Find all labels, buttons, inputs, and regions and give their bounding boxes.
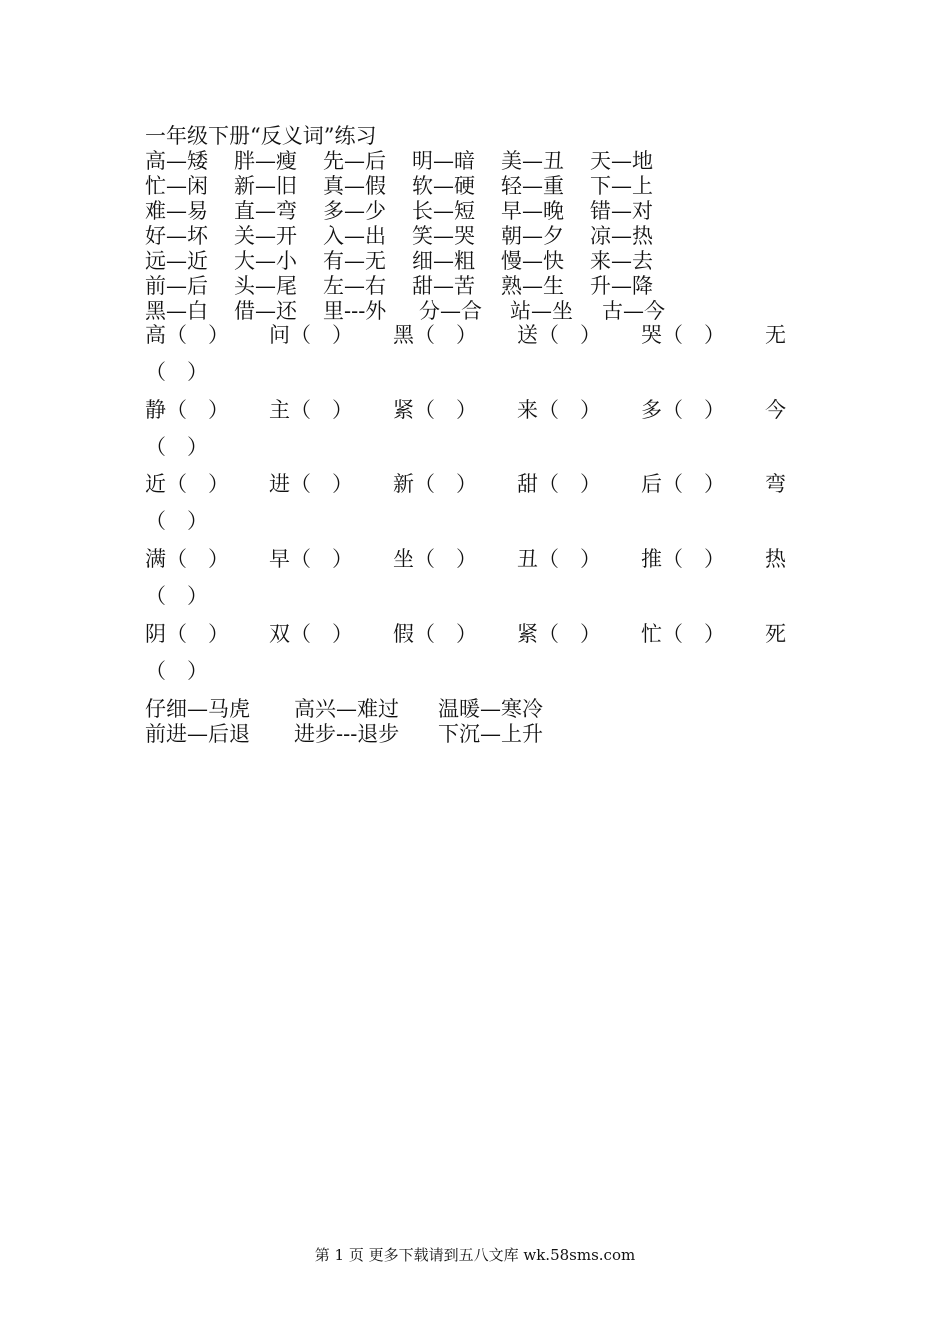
- exercise-item: 来（ ）: [517, 398, 601, 422]
- exercise-row: [145, 323, 790, 385]
- exercise-item: 热: [765, 547, 786, 571]
- antonym-pair: 明—暗: [412, 149, 475, 173]
- phrase-pair: 下沉—上升: [438, 722, 543, 746]
- exercise-item: 早（ ）: [269, 547, 353, 571]
- antonym-pair: 先—后: [323, 149, 386, 173]
- antonym-pair: 轻—重: [501, 174, 564, 198]
- antonym-pair: 入—出: [323, 224, 386, 248]
- antonym-pair: 甜—苦: [412, 274, 475, 298]
- antonym-pair: 忙—闲: [145, 174, 208, 198]
- antonym-pair: 黑—白: [145, 299, 208, 323]
- antonym-pair: 直—弯: [234, 199, 297, 223]
- antonym-pair: 新—旧: [234, 174, 297, 198]
- antonym-pair: 里---外: [323, 299, 387, 323]
- antonym-pair: 头—尾: [234, 274, 297, 298]
- antonym-pair: 升—降: [590, 274, 653, 298]
- antonym-pair: 胖—瘦: [234, 149, 297, 173]
- antonym-pair: 分—合: [419, 299, 482, 323]
- antonym-pair: 软—硬: [412, 174, 475, 198]
- exercise-item: 忙（ ）: [641, 622, 725, 646]
- antonym-pair: 关—开: [234, 224, 297, 248]
- exercise-item: 推（ ）: [641, 547, 725, 571]
- antonym-pair: 多—少: [323, 199, 386, 223]
- exercise-continuation: （ ）: [145, 584, 208, 608]
- exercise-row: [145, 547, 790, 609]
- antonym-pair: 笑—哭: [412, 224, 475, 248]
- pair-row: [145, 249, 691, 274]
- exercise-item: 近（ ）: [145, 472, 229, 496]
- phrase-row: [145, 697, 587, 722]
- exercise-item: 无: [765, 323, 786, 347]
- page-title: 一年级下册“反义词”练习: [145, 124, 377, 148]
- exercise-item: 进（ ）: [269, 472, 353, 496]
- exercise-item: 今: [765, 398, 786, 422]
- antonym-pair: 美—丑: [501, 149, 564, 173]
- exercise-item: 新（ ）: [393, 472, 477, 496]
- exercise-continuation: （ ）: [145, 659, 208, 683]
- exercise-item: 主（ ）: [269, 398, 353, 422]
- antonym-pair: 古—今: [602, 299, 665, 323]
- exercise-item: 送（ ）: [517, 323, 601, 347]
- exercise-item: 甜（ ）: [517, 472, 601, 496]
- exercise-item: 弯: [765, 472, 786, 496]
- page-footer: 第 1 页 更多下载请到五八文库 wk.58sms.com: [314, 1246, 636, 1264]
- antonym-pair: 天—地: [590, 149, 653, 173]
- pair-row: [145, 224, 691, 249]
- antonym-pair: 好—坏: [145, 224, 208, 248]
- exercise-row: [145, 472, 790, 534]
- phrase-pair: 高兴—难过: [294, 697, 399, 721]
- exercise-continuation: （ ）: [145, 435, 208, 459]
- exercise-item: 黑（ ）: [393, 323, 477, 347]
- exercise-row: [145, 398, 790, 460]
- antonym-pair: 借—还: [234, 299, 297, 323]
- exercise-item: 紧（ ）: [393, 398, 477, 422]
- antonym-pair: 前—后: [145, 274, 208, 298]
- exercise-item: 双（ ）: [269, 622, 353, 646]
- antonym-pair: 熟—生: [501, 274, 564, 298]
- antonym-pair: 难—易: [145, 199, 208, 223]
- pair-row: [145, 274, 691, 299]
- phrase-pair: 仔细—马虎: [145, 697, 250, 721]
- antonym-pair: 真—假: [323, 174, 386, 198]
- antonym-pair: 来—去: [590, 249, 653, 273]
- exercise-item: 静（ ）: [145, 398, 229, 422]
- antonym-pair: 细—粗: [412, 249, 475, 273]
- exercise-continuation: （ ）: [145, 509, 208, 533]
- exercise-item: 满（ ）: [145, 547, 229, 571]
- phrase-row: [145, 722, 587, 747]
- exercise-item: 问（ ）: [269, 323, 353, 347]
- exercise-item: 紧（ ）: [517, 622, 601, 646]
- antonym-pair: 左—右: [323, 274, 386, 298]
- antonym-pair: 错—对: [590, 199, 653, 223]
- exercise-item: 丑（ ）: [517, 547, 601, 571]
- exercise-item: 阴（ ）: [145, 622, 229, 646]
- pair-row: [145, 199, 691, 224]
- phrase-pair: 进步---退步: [294, 722, 400, 746]
- antonym-pair: 长—短: [412, 199, 475, 223]
- antonym-pair: 高—矮: [145, 149, 208, 173]
- pair-row: [145, 299, 691, 324]
- pair-row: [145, 149, 691, 174]
- antonym-pair: 早—晚: [501, 199, 564, 223]
- exercise-item: 假（ ）: [393, 622, 477, 646]
- exercise-item: 高（ ）: [145, 323, 229, 347]
- exercise-item: 坐（ ）: [393, 547, 477, 571]
- phrase-pair: 温暖—寒冷: [438, 697, 543, 721]
- exercise-item: 后（ ）: [641, 472, 725, 496]
- antonym-pair: 下—上: [590, 174, 653, 198]
- antonym-pair: 凉—热: [590, 224, 653, 248]
- phrase-pair: 前进—后退: [145, 722, 250, 746]
- phrase-antonym-list: [145, 697, 587, 747]
- exercise-row: [145, 622, 790, 684]
- antonym-pair: 慢—快: [501, 249, 564, 273]
- antonym-pair: 站—坐: [510, 299, 573, 323]
- antonym-pair: 有—无: [323, 249, 386, 273]
- exercise-continuation: （ ）: [145, 360, 208, 384]
- pair-row: [145, 174, 691, 199]
- antonym-pairs-list: [145, 149, 691, 324]
- antonym-pair: 大—小: [234, 249, 297, 273]
- exercise-item: 哭（ ）: [641, 323, 725, 347]
- antonym-pair: 朝—夕: [501, 224, 564, 248]
- exercise-item: 多（ ）: [641, 398, 725, 422]
- exercise-item: 死: [765, 622, 786, 646]
- antonym-pair: 远—近: [145, 249, 208, 273]
